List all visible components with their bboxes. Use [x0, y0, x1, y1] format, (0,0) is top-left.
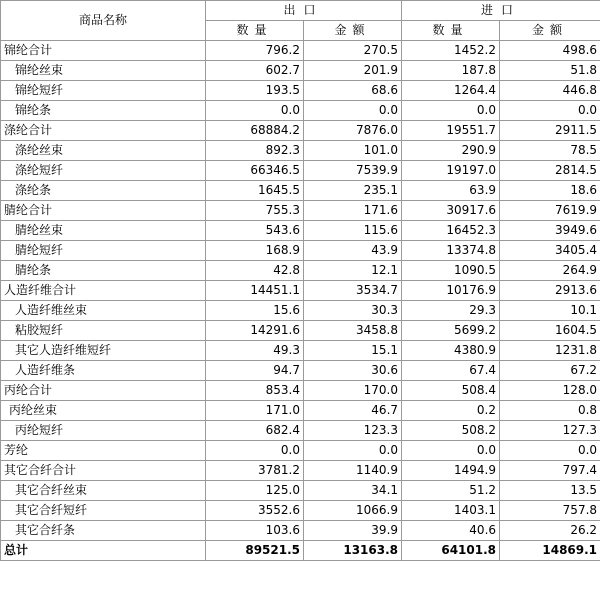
row-name: 人造纤维合计	[1, 281, 206, 301]
import-amount: 0.0	[500, 101, 600, 121]
row-name: 锦纶条	[1, 101, 206, 121]
row-name: 腈纶合计	[1, 201, 206, 221]
import-qty: 4380.9	[402, 341, 500, 361]
row-name: 腈纶丝束	[1, 221, 206, 241]
import-qty: 1264.4	[402, 81, 500, 101]
export-qty: 602.7	[206, 61, 304, 81]
export-qty: 14451.1	[206, 281, 304, 301]
table-row	[1, 81, 600, 101]
table-row	[1, 421, 600, 441]
table-row	[1, 101, 600, 121]
col-header-import: 进口	[402, 1, 600, 21]
export-amount: 101.0	[304, 141, 402, 161]
import-qty: 0.0	[402, 101, 500, 121]
export-amount: 46.7	[304, 401, 402, 421]
export-amount: 7539.9	[304, 161, 402, 181]
import-qty: 290.9	[402, 141, 500, 161]
table-row	[1, 341, 600, 361]
export-amount: 201.9	[304, 61, 402, 81]
total-import-amount: 14869.1	[500, 541, 600, 561]
table-row	[1, 321, 600, 341]
table-row	[1, 161, 600, 181]
import-qty: 29.3	[402, 301, 500, 321]
row-name: 粘胶短纤	[1, 321, 206, 341]
export-qty: 0.0	[206, 441, 304, 461]
total-import-qty: 64101.8	[402, 541, 500, 561]
import-qty: 1494.9	[402, 461, 500, 481]
import-qty: 40.6	[402, 521, 500, 541]
total-label: 总计	[1, 541, 206, 561]
row-name: 锦纶短纤	[1, 81, 206, 101]
export-amount: 235.1	[304, 181, 402, 201]
row-name: 涤纶短纤	[1, 161, 206, 181]
export-qty: 193.5	[206, 81, 304, 101]
import-amount: 2911.5	[500, 121, 600, 141]
row-name: 涤纶合计	[1, 121, 206, 141]
row-name: 其它人造纤维短纤	[1, 341, 206, 361]
export-qty: 543.6	[206, 221, 304, 241]
import-qty: 0.0	[402, 441, 500, 461]
row-name: 其它合纤合计	[1, 461, 206, 481]
col-header-product-name: 商品名称	[1, 1, 206, 41]
export-amount: 15.1	[304, 341, 402, 361]
col-header-export-qty: 数量	[206, 21, 304, 41]
export-amount: 171.6	[304, 201, 402, 221]
export-amount: 43.9	[304, 241, 402, 261]
export-amount: 1140.9	[304, 461, 402, 481]
import-amount: 1604.5	[500, 321, 600, 341]
import-amount: 797.4	[500, 461, 600, 481]
export-amount: 30.3	[304, 301, 402, 321]
export-qty: 171.0	[206, 401, 304, 421]
import-amount: 128.0	[500, 381, 600, 401]
import-qty: 5699.2	[402, 321, 500, 341]
import-qty: 187.8	[402, 61, 500, 81]
table-row	[1, 61, 600, 81]
export-qty: 0.0	[206, 101, 304, 121]
import-amount: 18.6	[500, 181, 600, 201]
import-amount: 26.2	[500, 521, 600, 541]
export-amount: 3534.7	[304, 281, 402, 301]
col-header-import-amount: 金额	[500, 21, 600, 41]
row-name: 锦纶合计	[1, 41, 206, 61]
table-row	[1, 501, 600, 521]
import-amount: 3949.6	[500, 221, 600, 241]
export-qty: 49.3	[206, 341, 304, 361]
import-amount: 127.3	[500, 421, 600, 441]
table-row	[1, 441, 600, 461]
import-amount: 10.1	[500, 301, 600, 321]
import-qty: 508.2	[402, 421, 500, 441]
table-row	[1, 121, 600, 141]
export-qty: 1645.5	[206, 181, 304, 201]
import-amount: 446.8	[500, 81, 600, 101]
export-qty: 3781.2	[206, 461, 304, 481]
table-row	[1, 261, 600, 281]
import-amount: 67.2	[500, 361, 600, 381]
export-qty: 125.0	[206, 481, 304, 501]
table-row	[1, 41, 600, 61]
table-body	[1, 41, 600, 541]
table-row	[1, 241, 600, 261]
row-name: 丙纶丝束	[1, 401, 206, 421]
export-qty: 755.3	[206, 201, 304, 221]
import-qty: 16452.3	[402, 221, 500, 241]
export-amount: 39.9	[304, 521, 402, 541]
table-row	[1, 521, 600, 541]
export-qty: 853.4	[206, 381, 304, 401]
import-qty: 10176.9	[402, 281, 500, 301]
header-row-1	[1, 1, 600, 21]
export-qty: 42.8	[206, 261, 304, 281]
import-qty: 13374.8	[402, 241, 500, 261]
row-name: 丙纶合计	[1, 381, 206, 401]
export-amount: 0.0	[304, 101, 402, 121]
import-amount: 0.8	[500, 401, 600, 421]
table-row	[1, 181, 600, 201]
export-amount: 3458.8	[304, 321, 402, 341]
import-amount: 7619.9	[500, 201, 600, 221]
export-qty: 796.2	[206, 41, 304, 61]
row-name: 涤纶条	[1, 181, 206, 201]
import-amount: 498.6	[500, 41, 600, 61]
table-row	[1, 141, 600, 161]
import-amount: 13.5	[500, 481, 600, 501]
row-name: 丙纶短纤	[1, 421, 206, 441]
export-amount: 115.6	[304, 221, 402, 241]
export-qty: 682.4	[206, 421, 304, 441]
export-qty: 94.7	[206, 361, 304, 381]
import-qty: 63.9	[402, 181, 500, 201]
import-amount: 2814.5	[500, 161, 600, 181]
export-qty: 66346.5	[206, 161, 304, 181]
row-name: 锦纶丝束	[1, 61, 206, 81]
total-export-amount: 13163.8	[304, 541, 402, 561]
export-qty: 3552.6	[206, 501, 304, 521]
import-amount: 264.9	[500, 261, 600, 281]
import-qty: 1090.5	[402, 261, 500, 281]
export-qty: 15.6	[206, 301, 304, 321]
row-name: 芳纶	[1, 441, 206, 461]
export-qty: 168.9	[206, 241, 304, 261]
table-row	[1, 481, 600, 501]
export-amount: 68.6	[304, 81, 402, 101]
import-qty: 0.2	[402, 401, 500, 421]
import-amount: 0.0	[500, 441, 600, 461]
import-qty: 1452.2	[402, 41, 500, 61]
import-qty: 19197.0	[402, 161, 500, 181]
import-amount: 757.8	[500, 501, 600, 521]
export-amount: 7876.0	[304, 121, 402, 141]
col-header-import-qty: 数量	[402, 21, 500, 41]
import-qty: 51.2	[402, 481, 500, 501]
row-name: 其它合纤短纤	[1, 501, 206, 521]
export-amount: 270.5	[304, 41, 402, 61]
table-row	[1, 201, 600, 221]
total-row	[1, 541, 600, 561]
export-qty: 103.6	[206, 521, 304, 541]
row-name: 涤纶丝束	[1, 141, 206, 161]
table-row	[1, 301, 600, 321]
table-row	[1, 361, 600, 381]
import-amount: 51.8	[500, 61, 600, 81]
export-qty: 68884.2	[206, 121, 304, 141]
export-qty: 14291.6	[206, 321, 304, 341]
export-amount: 123.3	[304, 421, 402, 441]
import-amount: 78.5	[500, 141, 600, 161]
row-name: 其它合纤条	[1, 521, 206, 541]
row-name: 人造纤维条	[1, 361, 206, 381]
import-qty: 30917.6	[402, 201, 500, 221]
table-row	[1, 401, 600, 421]
export-amount: 0.0	[304, 441, 402, 461]
export-amount: 12.1	[304, 261, 402, 281]
table-row	[1, 221, 600, 241]
row-name: 腈纶短纤	[1, 241, 206, 261]
col-header-export-amount: 金额	[304, 21, 402, 41]
export-amount: 34.1	[304, 481, 402, 501]
import-amount: 1231.8	[500, 341, 600, 361]
import-qty: 508.4	[402, 381, 500, 401]
import-qty: 19551.7	[402, 121, 500, 141]
import-qty: 1403.1	[402, 501, 500, 521]
export-amount: 170.0	[304, 381, 402, 401]
row-name: 其它合纤丝束	[1, 481, 206, 501]
table-row	[1, 281, 600, 301]
row-name: 腈纶条	[1, 261, 206, 281]
table-row	[1, 461, 600, 481]
col-header-export: 出口	[206, 1, 402, 21]
export-qty: 892.3	[206, 141, 304, 161]
export-amount: 30.6	[304, 361, 402, 381]
total-export-qty: 89521.5	[206, 541, 304, 561]
import-qty: 67.4	[402, 361, 500, 381]
row-name: 人造纤维丝束	[1, 301, 206, 321]
import-amount: 3405.4	[500, 241, 600, 261]
import-amount: 2913.6	[500, 281, 600, 301]
table-row	[1, 381, 600, 401]
export-amount: 1066.9	[304, 501, 402, 521]
